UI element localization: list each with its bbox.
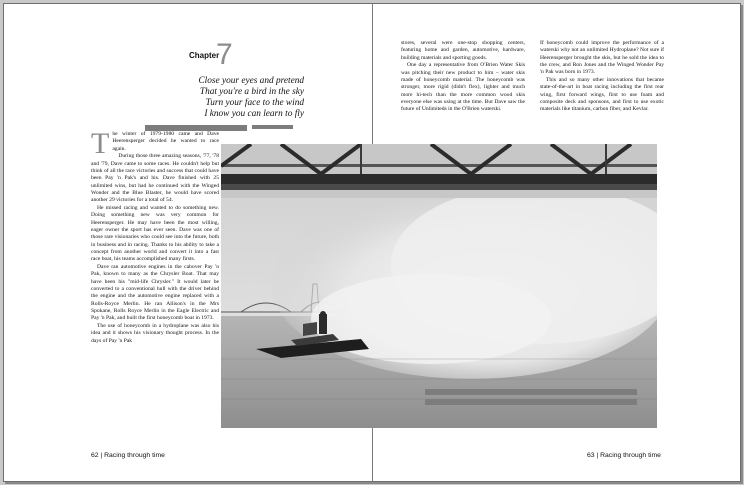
decorative-bar (425, 389, 637, 395)
left-page-footer: 62 | Racing through time (91, 452, 165, 459)
paragraph: The winter of 1979-1980 came and Dave Heerensperger decided he wanted to race again. (91, 127, 219, 160)
paragraph: This and so many other innovations that became state-of-the-art in boat racing including the first rear wing, first forward wings, first to use foam and composite deck and sponsons, and first to use exotic materials like titanium, carbon fiber, and Kevlar. (540, 77, 664, 113)
right-page-footer: 63 | Racing through time (587, 452, 661, 459)
poem-line: I know you can learn to fly (204, 109, 304, 119)
paragraph: stores, several were one-stop shopping centers, featuring home and garden, automotive, hardware, building materials and sporting goods. (401, 40, 525, 61)
paragraph: One day a representative from O'Brien Water Skis was pitching their new product to him – water skis made of honeycomb material. The honeycomb was stronger, more rigid (didn't flex), lighter and much more hi-tech than the more common wood skis everyone else was using at the time. But Dave saw the future of Unlimiteds in the O'Brien waterski. (401, 62, 525, 113)
paragraph: If honeycomb could improve the performance of a waterski why not an unlimited Hydroplane? Not sure if Heerensperger brought the skis, but he sold the idea to the crew, and Ron Jones and the Winged Wonder Pay 'n Pak was born in 1973. (540, 40, 664, 76)
left-text-column (91, 127, 219, 346)
paragraph: The use of honeycomb in a hydroplane was also his idea and it shows his visionary thought process. In the days of Pay 'n Pak (91, 323, 219, 344)
right-text-column (540, 40, 664, 114)
poem-line: That you're a bird in the sky (199, 87, 304, 97)
middle-text-column (401, 40, 525, 114)
epigraph-poem (154, 76, 304, 120)
chapter-number: 7 (216, 38, 233, 71)
poem-line: Close your eyes and pretend (198, 76, 304, 86)
decorative-bar (425, 399, 637, 405)
paragraph: During those three amazing seasons, '77, '78 and '79, Dave came to some races. He couldn't help but think of all the race victories and success that could have been Pay 'n Pak's and his. Dave finished with 25 unlimited wins, but had he continued with the Winged Wonder and the Blue Blaster, he would have scored another 29 victories for a total of 54. (91, 153, 219, 204)
book-spread (3, 3, 741, 482)
hydroplane-photo (221, 144, 657, 428)
bridge-truss (221, 144, 657, 198)
paragraph: He missed racing and wanted to do something new. Doing something new was very common for Heerensperger. He may have been the most willing, eager owner the sport has ever seen. Dave was one of those rare visionaries who could see into the future, both in business and in racing. Thanks to his ability to take a concept from another world and convert it into a fast race boat, his teams accomplished many firsts. (91, 205, 219, 263)
decorative-bar (252, 125, 293, 129)
paragraph: Dave ran automotive engines in the cabover Pay 'n Pak, known to many as the Chrysler Boat. That may have been his "mid-life Chrysler." It would later be converted to a conventional hull with the driver behind the engine and the automotive engine replaced with a Rolls-Royce Merlin. He ran Allison's in the Mrs Spokane, Rolls Royce Merlin in the Eagle Electric and Pay 'n Pak, and built the first honeycomb boat in 1973. (91, 264, 219, 322)
drop-cap: T (91, 127, 110, 160)
chapter-label: Chapter (189, 51, 220, 60)
poem-line: Turn your face to the wind (205, 98, 304, 108)
